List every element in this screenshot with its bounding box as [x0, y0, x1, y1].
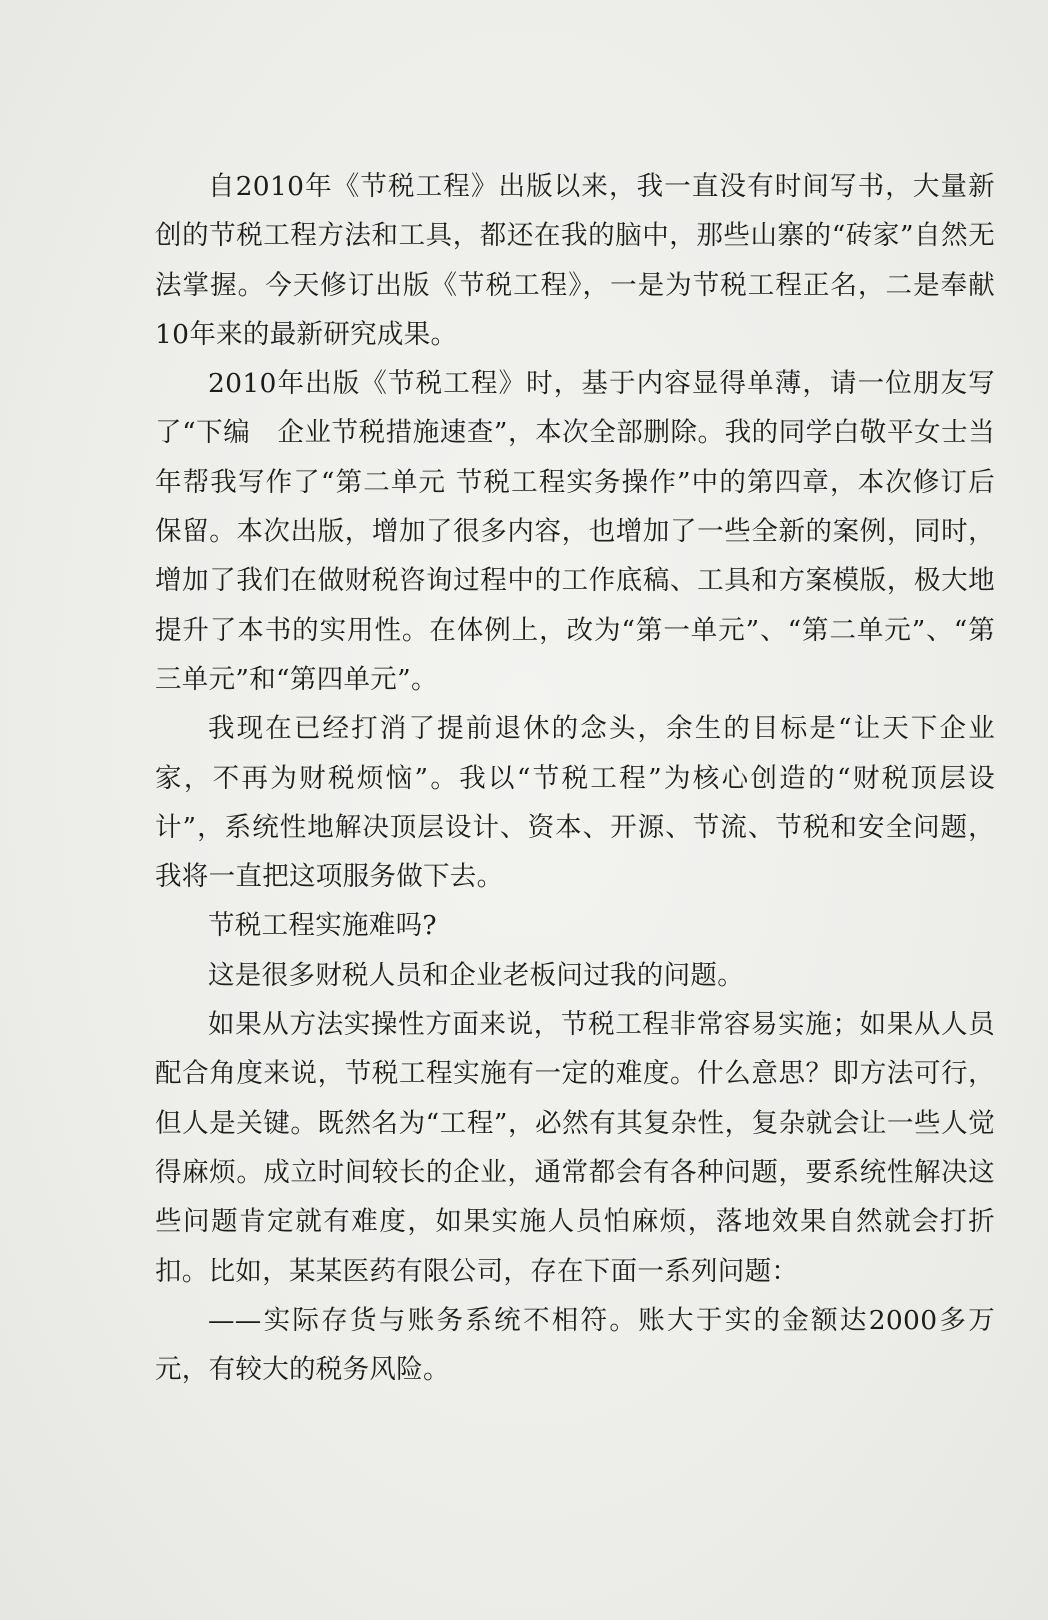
paragraph-5: 这是很多财税人员和企业老板问过我的问题。: [208, 959, 744, 991]
body-text: [155, 162, 995, 1394]
paragraph-1: 自2010年《节税工程》出版以来，我一直没有时间写书，大量新创的节税工程方法和工具，都还在我的脑中，那些山寨的“砖家”自然无法掌握。今天修订出版《节税工程》，一是为节税工程正名，二是奉献10年来的最新研究成果。: [155, 171, 995, 350]
paragraph-2: 2010年出版《节税工程》时，基于内容显得单薄，请一位朋友写了“下编 企业节税措施速查”，本次全部删除。我的同学白敬平女士当年帮我写作了“第二单元 节税工程实务操作”中的第四章，本次修订后保留。本次出版，增加了很多内容，也增加了一些全新的案例，同时，增加了我们在做财税咨询过程中的工作底稿、工具和方案模版，极大地提升了本书的实用性。在体例上，改为“第一单元”、“第二单元”、“第三单元”和“第四单元”。: [155, 368, 995, 695]
paragraph-4: 节税工程实施难吗?: [208, 910, 437, 942]
paragraph-6: 如果从方法实操性方面来说，节税工程非常容易实施；如果从人员配合角度来说，节税工程实施有一定的难度。什么意思？即方法可行，但人是关键。既然名为“工程”，必然有其复杂性，复杂就会让一些人觉得麻烦。成立时间较长的企业，通常都会有各种问题，要系统性解决这些问题肯定就有难度，如果实施人员怕麻烦，落地效果自然就会打折扣。比如，某某医药有限公司，存在下面一系列问题：: [155, 1009, 995, 1287]
paragraph-7: ——实际存货与账务系统不相符。账大于实的金额达2000多万元，有较大的税务风险。: [155, 1304, 995, 1386]
paragraph-3: 我现在已经打消了提前退休的念头，余生的目标是“让天下企业家，不再为财税烦恼”。我以“节税工程”为核心创造的“财税顶层设计”，系统性地解决顶层设计、资本、开源、节流、节税和安全问题，我将一直把这项服务做下去。: [155, 713, 995, 893]
